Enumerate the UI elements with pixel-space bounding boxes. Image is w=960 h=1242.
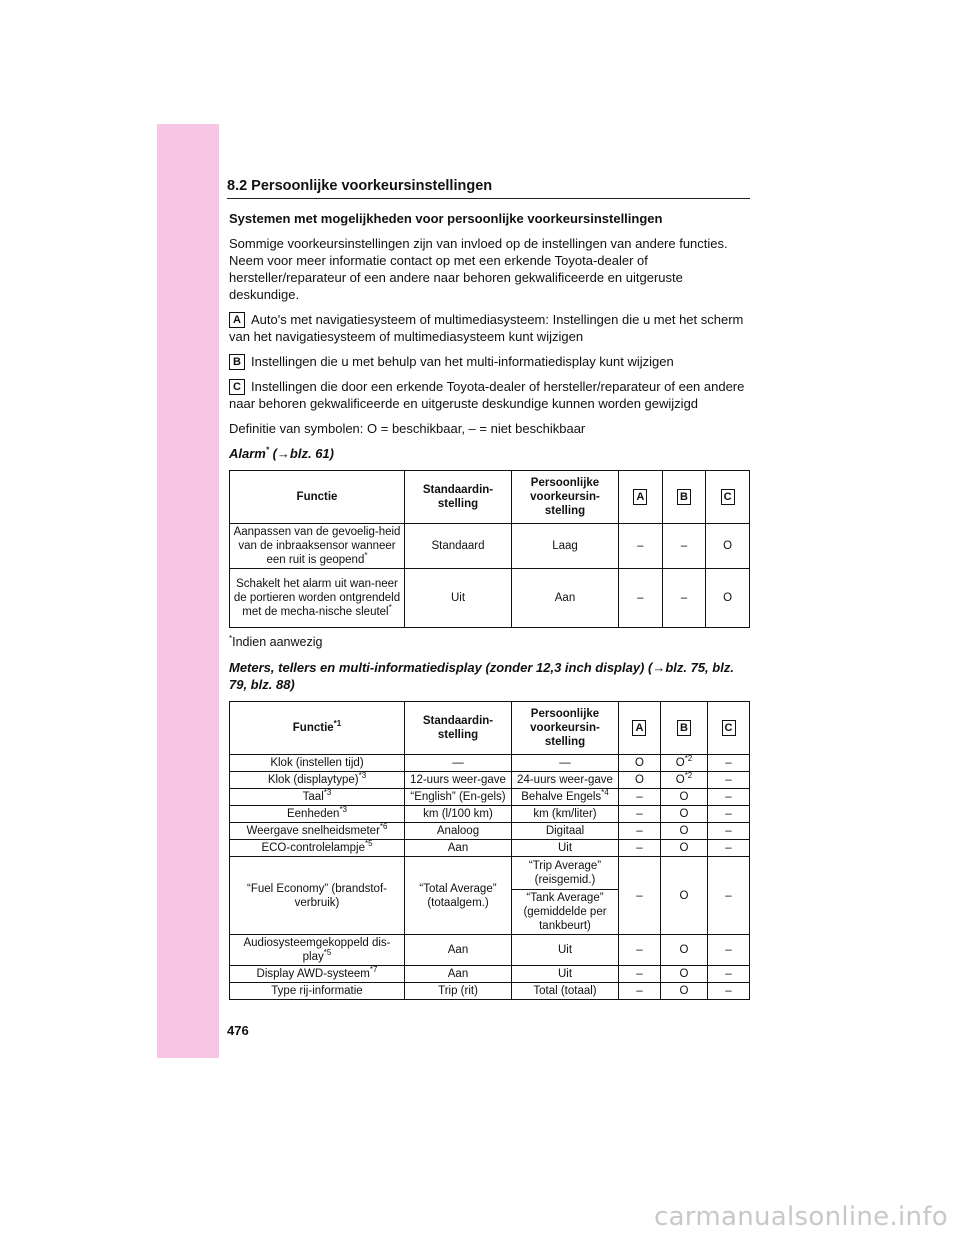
- cell-text: Weergave snelheidsmeter: [246, 825, 380, 837]
- cell-text: –: [636, 808, 643, 820]
- meters-cell-b: [660, 840, 707, 857]
- cell-text: –: [636, 944, 643, 956]
- table-row: [230, 789, 750, 806]
- meters-b-box: B: [677, 720, 691, 736]
- cell-text: 24-uurs weer-gave: [517, 774, 613, 786]
- cell-text: –: [725, 774, 732, 786]
- cell-text: Aanpassen van de gevoelig-heid van de inbraaksensor wanneer een ruit is geopend: [233, 526, 401, 566]
- alarm-cell-c: O: [706, 524, 750, 569]
- cell-text: —: [452, 757, 464, 769]
- meters-cell-functie: [230, 840, 405, 857]
- meters-cell-std: [405, 772, 512, 789]
- meters-col-a: [619, 702, 661, 755]
- cell-text: O: [675, 774, 685, 786]
- alarm-cell-b: –: [662, 524, 706, 569]
- meters-cell-pers: [512, 966, 619, 983]
- meters-col-std: Standaardin-stelling: [405, 702, 512, 755]
- alarm-cell-c: O: [706, 569, 750, 628]
- cell-text: –: [636, 968, 643, 980]
- meters-cell-a: [619, 806, 661, 823]
- cell-text: Digitaal: [545, 825, 585, 837]
- alarm-cell-pers: Aan: [512, 569, 619, 628]
- cell-text: O: [675, 757, 685, 769]
- meters-col-pers: Persoonlijke voorkeursin-stelling: [512, 702, 619, 755]
- page-content: [229, 210, 750, 1000]
- meters-col-b: [660, 702, 707, 755]
- alarm-col-c: [706, 471, 750, 524]
- cell-text: km (l/100 km): [423, 808, 493, 820]
- meters-cell-b: [660, 823, 707, 840]
- cell-text: O: [635, 774, 644, 786]
- footnote-text: Indien aanwezig: [232, 635, 323, 649]
- legend-a: [229, 311, 750, 345]
- alarm-cell-pers: Laag: [512, 524, 619, 569]
- meters-cell-pers: [512, 755, 619, 772]
- cell-sup: *: [388, 603, 392, 613]
- page-number: 476: [227, 1023, 249, 1038]
- cell-text: O: [635, 757, 644, 769]
- footnote-sup: *: [229, 633, 233, 643]
- legend-a-box: A: [229, 312, 245, 328]
- alarm-footnote: [229, 634, 750, 651]
- cell-text: –: [725, 791, 732, 803]
- table-row: [230, 840, 750, 857]
- meters-cell-pers: [512, 823, 619, 840]
- alarm-title-text: Alarm: [229, 446, 266, 461]
- fuel-cell-pers1: “Trip Average” (reisgemid.): [512, 857, 619, 890]
- legend-b: [229, 353, 750, 370]
- cell-text: –: [725, 825, 732, 837]
- alarm-title-ref: (→blz. 61): [268, 446, 334, 461]
- cell-text: Uit: [557, 944, 573, 956]
- meters-cell-std: [405, 823, 512, 840]
- cell-text: –: [636, 791, 643, 803]
- fuel-cell-b: O: [660, 857, 707, 935]
- meters-cell-functie: [230, 806, 405, 823]
- meters-cell-std: [405, 935, 512, 966]
- alarm-cell-std: Uit: [405, 569, 512, 628]
- alarm-cell-functie: [230, 569, 405, 628]
- cell-text: O: [679, 968, 689, 980]
- cell-sup: *5: [364, 839, 373, 849]
- cell-sup: *3: [358, 771, 367, 781]
- chapter-side-tab: [157, 124, 219, 1058]
- cell-text: Uit: [557, 968, 573, 980]
- meters-cell-b: [660, 983, 707, 1000]
- meters-cell-functie: [230, 823, 405, 840]
- meters-cell-std: [405, 806, 512, 823]
- alarm-col-functie: Functie: [230, 471, 405, 524]
- cell-text: O: [679, 791, 689, 803]
- meters-cell-functie: [230, 983, 405, 1000]
- meters-cell-b: [660, 935, 707, 966]
- cell-text: Aan: [447, 968, 469, 980]
- meters-cell-a: [619, 755, 661, 772]
- alarm-cell-a: –: [619, 524, 663, 569]
- meters-body-2: [230, 935, 750, 1000]
- cell-text: Aan: [447, 944, 469, 956]
- meters-cell-pers: [512, 806, 619, 823]
- cell-sup: *2: [684, 771, 693, 781]
- cell-sup: *7: [369, 965, 378, 975]
- alarm-col-std: Standaardin-stelling: [405, 471, 512, 524]
- meters-header-row: [230, 702, 750, 755]
- meters-cell-std: [405, 966, 512, 983]
- table-row: [230, 935, 750, 966]
- meters-a-box: A: [632, 720, 646, 736]
- cell-text: –: [636, 842, 643, 854]
- meters-col-functie: [230, 702, 405, 755]
- meters-cell-b: [660, 806, 707, 823]
- cell-text: Type rij-informatie: [271, 985, 363, 997]
- cell-text: Aan: [447, 842, 469, 854]
- table-row: [230, 806, 750, 823]
- meters-table: [229, 701, 750, 1000]
- table-row: [230, 966, 750, 983]
- symbols-definition: Definitie van symbolen: O = beschikbaar, – = niet beschikbaar: [229, 421, 586, 436]
- alarm-b-box: B: [677, 489, 691, 505]
- cell-text: “English” (En-gels): [410, 791, 506, 803]
- cell-sup: *3: [339, 805, 347, 815]
- cell-text: –: [725, 985, 732, 997]
- meters-cell-c: [708, 840, 750, 857]
- header-text: Functie: [292, 722, 334, 734]
- alarm-title: [229, 445, 750, 462]
- meters-cell-functie: [230, 755, 405, 772]
- meters-cell-pers: [512, 789, 619, 806]
- meters-cell-a: [619, 983, 661, 1000]
- alarm-table: [229, 470, 750, 628]
- meters-cell-c: [708, 966, 750, 983]
- legend-c: [229, 378, 750, 412]
- legend-c-box: C: [229, 379, 245, 395]
- section-heading: 8.2 Persoonlijke voorkeursinstellingen: [227, 178, 750, 199]
- legend-a-text: Auto's met navigatiesysteem of multimediasysteem: Instellingen die u met het scherm van het navigatiesysteem of multimediasysteem kunt wijzigen: [229, 312, 744, 344]
- cell-text: Trip (rit): [438, 985, 478, 997]
- alarm-cell-b: –: [662, 569, 706, 628]
- alarm-col-b: [662, 471, 706, 524]
- meters-cell-pers: [512, 840, 619, 857]
- cell-text: —: [559, 757, 571, 769]
- cell-sup: *6: [379, 822, 388, 832]
- intro-paragraph: Sommige voorkeursinstellingen zijn van invloed op de instellingen van andere functies. Neem voor meer informatie contact op met een erkende Toyota-dealer of hersteller/reparateur of een andere naar behoren gekwalificeerde en uitgeruste deskundige.: [229, 236, 728, 302]
- meters-cell-functie: [230, 772, 405, 789]
- cell-text: km (km/liter): [533, 808, 597, 820]
- table-row: [230, 772, 750, 789]
- cell-text: O: [679, 825, 689, 837]
- fuel-cell-c: –: [708, 857, 750, 935]
- alarm-cell-std: Standaard: [405, 524, 512, 569]
- cell-sup: *: [364, 551, 368, 561]
- cell-text: Audiosysteemgekoppeld dis-play: [243, 937, 391, 963]
- meters-cell-b: [660, 789, 707, 806]
- meters-cell-a: [619, 823, 661, 840]
- meters-cell-pers: [512, 935, 619, 966]
- intro-heading: Systemen met mogelijkheden voor persoonlijke voorkeursinstellingen: [229, 211, 663, 226]
- cell-sup: *4: [601, 788, 609, 798]
- watermark: carmanualsonline.info: [653, 1202, 948, 1232]
- alarm-cell-functie: [230, 524, 405, 569]
- meters-cell-c: [708, 772, 750, 789]
- meters-cell-b: [660, 966, 707, 983]
- meters-body: [230, 755, 750, 857]
- meters-col-c: [708, 702, 750, 755]
- cell-text: Behalve Engels: [521, 791, 602, 803]
- meters-cell-functie: [230, 789, 405, 806]
- table-row: [230, 755, 750, 772]
- meters-cell-a: [619, 935, 661, 966]
- legend-c-text: Instellingen die door een erkende Toyota-dealer of hersteller/reparateur of een andere naar behoren gekwalificeerde en uitgeruste deskundige kunnen worden gewijzigd: [229, 379, 745, 411]
- meters-cell-a: [619, 966, 661, 983]
- cell-text: –: [725, 968, 732, 980]
- meters-cell-pers: [512, 983, 619, 1000]
- meters-cell-a: [619, 772, 661, 789]
- cell-text: –: [725, 842, 732, 854]
- table-row: [230, 823, 750, 840]
- table-row: [230, 569, 750, 628]
- cell-sup: *2: [684, 754, 693, 764]
- cell-text: O: [679, 985, 689, 997]
- meters-cell-a: [619, 840, 661, 857]
- meters-cell-pers: [512, 772, 619, 789]
- cell-text: –: [725, 808, 732, 820]
- cell-text: Display AWD-systeem: [256, 968, 370, 980]
- header-sup: *1: [333, 719, 342, 729]
- meters-cell-a: [619, 789, 661, 806]
- meters-cell-c: [708, 935, 750, 966]
- legend-b-text: Instellingen die u met behulp van het multi-informatiedisplay kunt wijzigen: [251, 354, 674, 369]
- meters-cell-std: [405, 755, 512, 772]
- cell-text: O: [679, 944, 689, 956]
- legend-b-box: B: [229, 354, 245, 370]
- meters-cell-c: [708, 755, 750, 772]
- alarm-col-a: [619, 471, 663, 524]
- meters-cell-std: [405, 840, 512, 857]
- fuel-cell-pers2: “Tank Average” (gemiddelde per tankbeurt): [512, 890, 619, 935]
- cell-sup: *5: [323, 948, 332, 958]
- meters-title: Meters, tellers en multi-informatiedisplay (zonder 12,3 inch display) (→blz. 75, blz. 79, blz. 88): [229, 660, 734, 692]
- meters-cell-c: [708, 823, 750, 840]
- alarm-title-sup: *: [265, 445, 269, 455]
- cell-text: 12-uurs weer-gave: [410, 774, 506, 786]
- cell-text: O: [679, 842, 689, 854]
- cell-text: Eenheden: [286, 808, 340, 820]
- meters-cell-c: [708, 789, 750, 806]
- meters-c-box: C: [722, 720, 736, 736]
- cell-sup: *3: [323, 788, 332, 798]
- meters-cell-c: [708, 806, 750, 823]
- cell-text: Klok (displaytype): [267, 774, 359, 786]
- cell-text: Uit: [557, 842, 573, 854]
- alarm-c-box: C: [721, 489, 735, 505]
- cell-text: ECO-controlelampje: [261, 842, 365, 854]
- alarm-col-pers: Persoonlijke voorkeursin-stelling: [512, 471, 619, 524]
- fuel-cell-a: –: [619, 857, 661, 935]
- cell-text: Analoog: [436, 825, 480, 837]
- cell-text: Schakelt het alarm uit wan-neer de portieren worden ontgrendeld met de mecha-nische sleutel: [233, 578, 401, 618]
- meters-cell-b: [660, 772, 707, 789]
- table-row-fuel: [230, 857, 750, 890]
- cell-text: O: [679, 808, 689, 820]
- cell-text: –: [636, 985, 643, 997]
- meters-cell-std: [405, 983, 512, 1000]
- cell-text: –: [725, 944, 732, 956]
- meters-cell-c: [708, 983, 750, 1000]
- meters-cell-functie: [230, 935, 405, 966]
- fuel-cell-std: “Total Average” (totaalgem.): [405, 857, 512, 935]
- meters-cell-std: [405, 789, 512, 806]
- table-row: [230, 524, 750, 569]
- cell-text: Taal: [302, 791, 324, 803]
- alarm-header-row: [230, 471, 750, 524]
- alarm-a-box: A: [633, 489, 647, 505]
- meters-cell-functie: [230, 966, 405, 983]
- cell-text: Total (totaal): [533, 985, 597, 997]
- cell-text: –: [725, 757, 732, 769]
- meters-cell-b: [660, 755, 707, 772]
- fuel-cell-functie: “Fuel Economy” (brandstof-verbruik): [230, 857, 405, 935]
- alarm-cell-a: –: [619, 569, 663, 628]
- cell-text: –: [636, 825, 643, 837]
- table-row: [230, 983, 750, 1000]
- cell-text: Klok (instellen tijd): [270, 757, 364, 769]
